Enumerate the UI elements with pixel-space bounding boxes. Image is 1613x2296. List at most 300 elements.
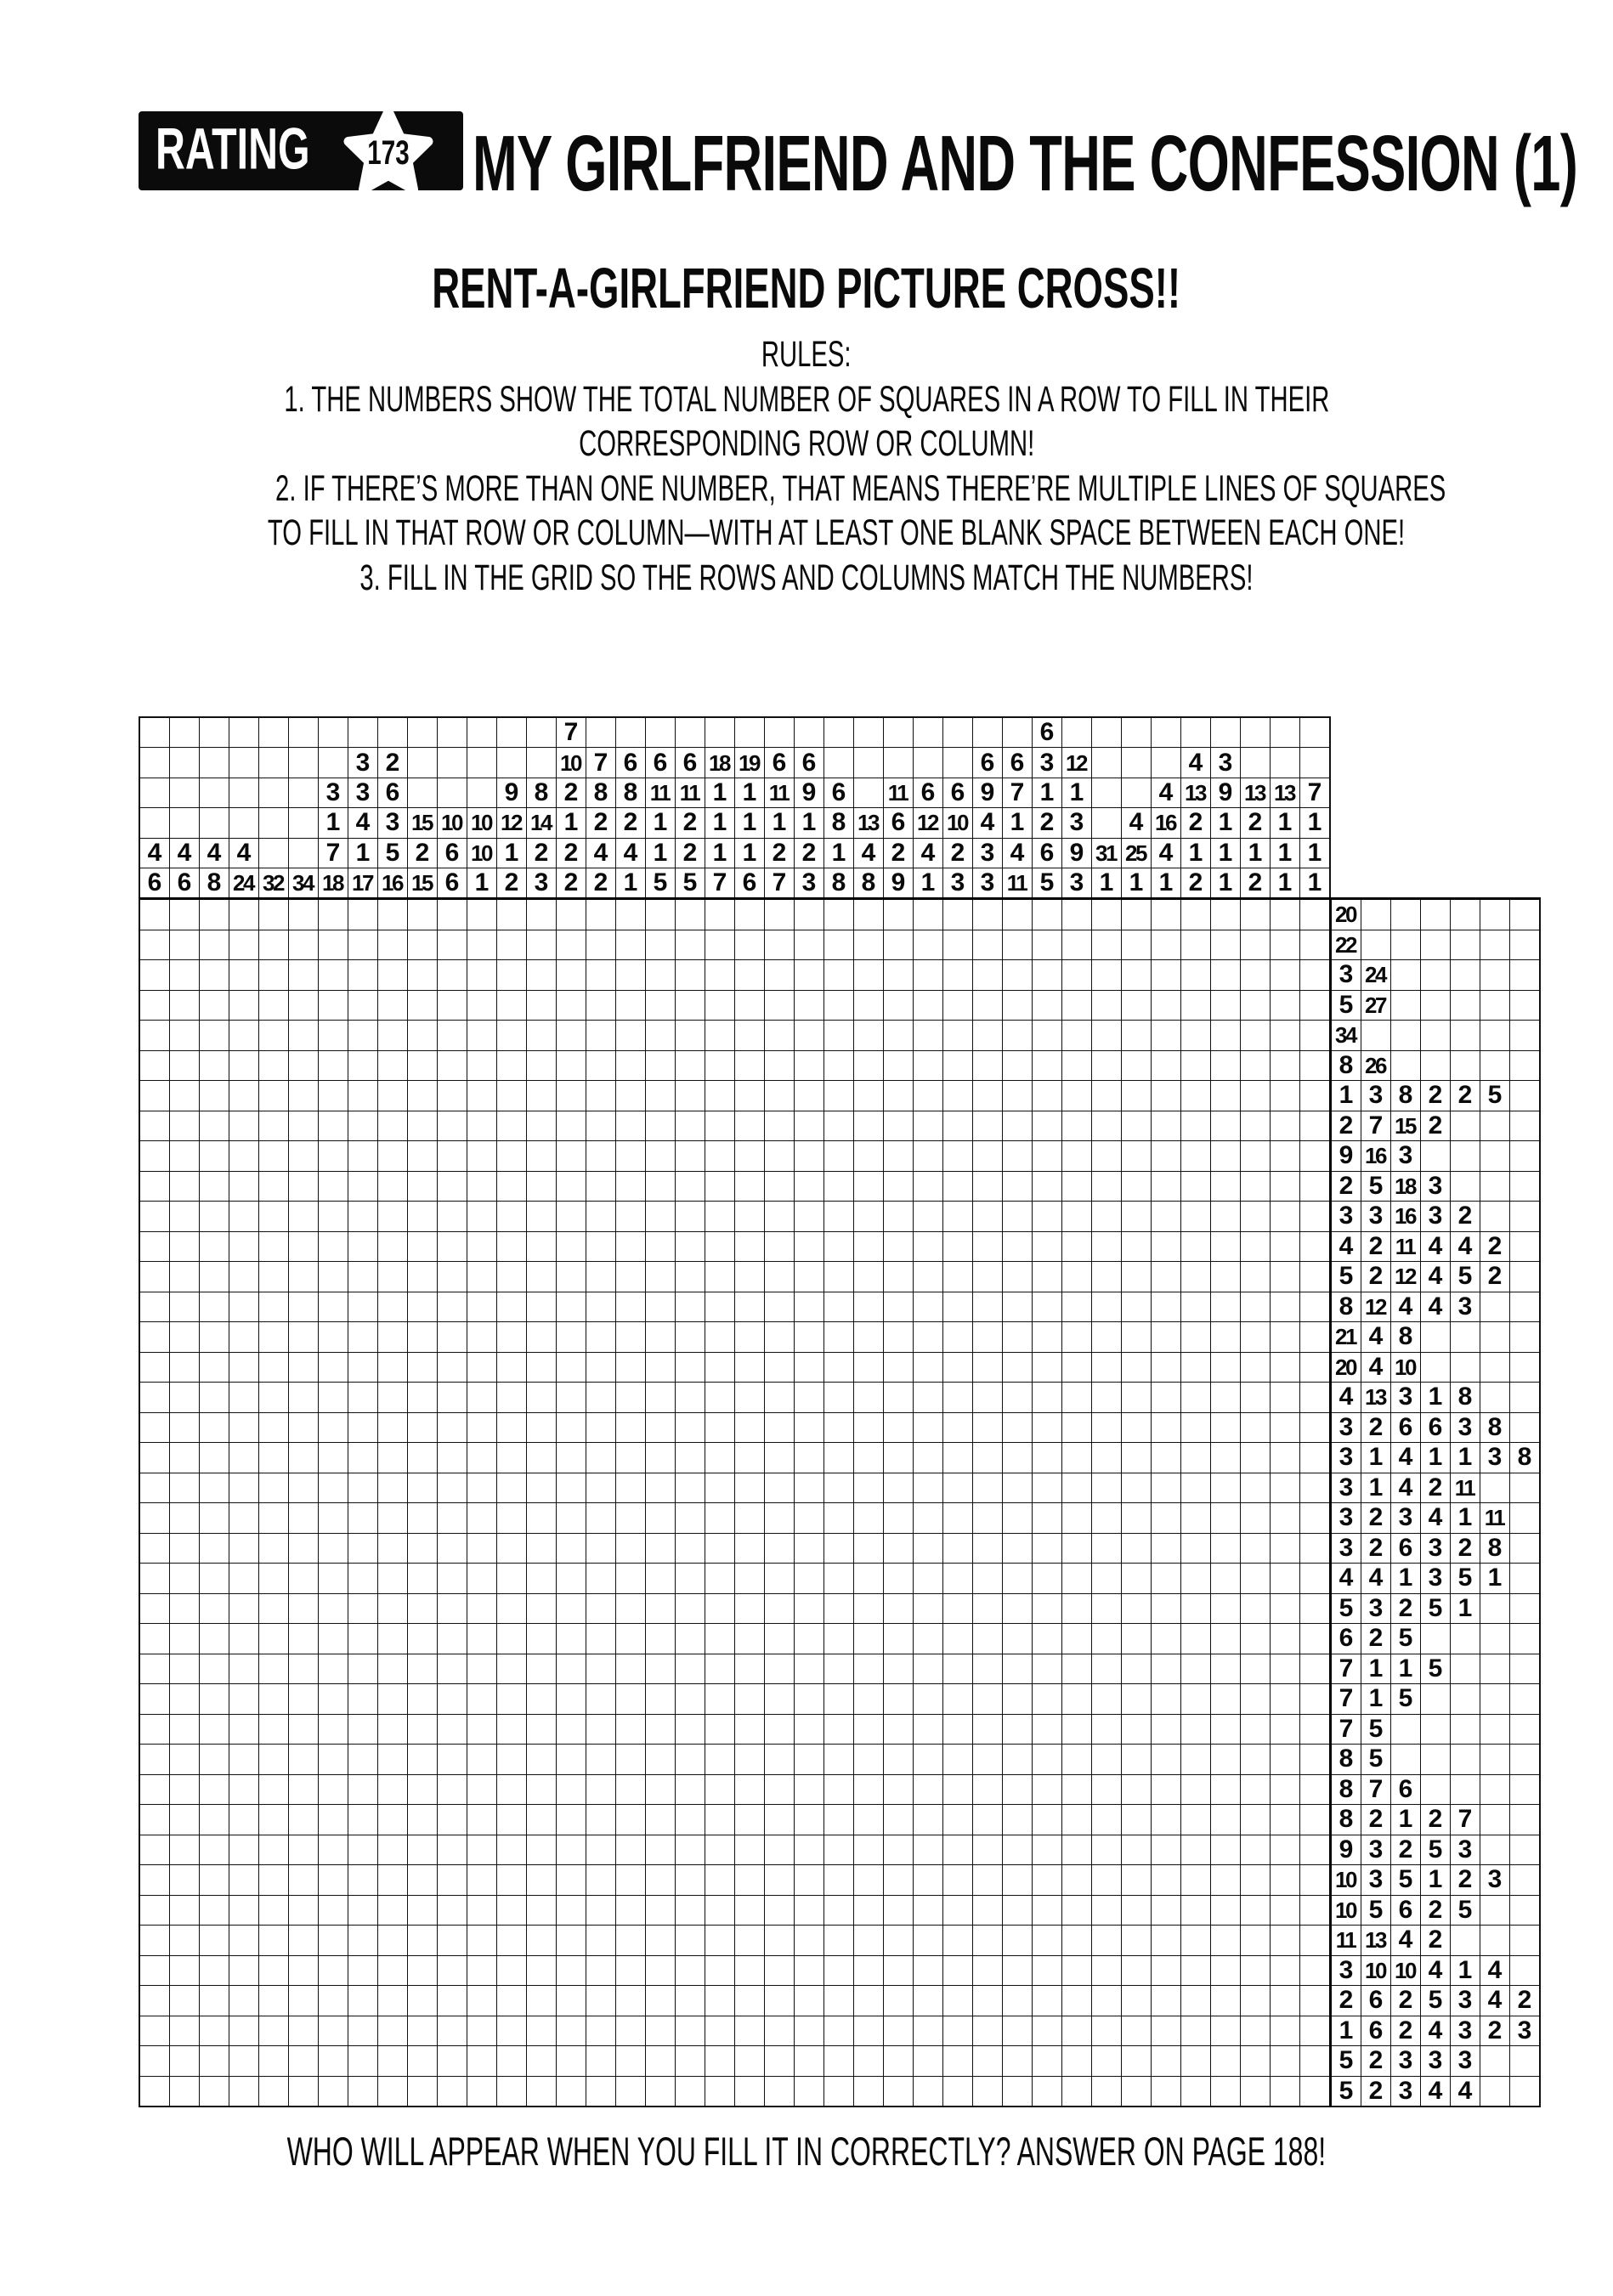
- grid-cell[interactable]: [497, 1805, 526, 1835]
- grid-cell[interactable]: [765, 2077, 794, 2107]
- grid-cell[interactable]: [527, 1232, 556, 1262]
- grid-cell[interactable]: [1271, 1473, 1299, 1503]
- grid-cell[interactable]: [1271, 1926, 1299, 1955]
- grid-cell[interactable]: [973, 1986, 1002, 2016]
- grid-cell[interactable]: [765, 1594, 794, 1624]
- grid-cell[interactable]: [1181, 1202, 1210, 1231]
- grid-cell[interactable]: [973, 1835, 1002, 1865]
- grid-cell[interactable]: [259, 1775, 288, 1805]
- grid-cell[interactable]: [1033, 1353, 1061, 1383]
- grid-cell[interactable]: [824, 1835, 853, 1865]
- grid-cell[interactable]: [735, 960, 764, 990]
- grid-cell[interactable]: [378, 1413, 407, 1443]
- grid-cell[interactable]: [1211, 1775, 1240, 1805]
- grid-cell[interactable]: [586, 2077, 615, 2107]
- grid-cell[interactable]: [1092, 1202, 1121, 1231]
- grid-cell[interactable]: [1152, 1292, 1180, 1322]
- grid-cell[interactable]: [438, 1141, 467, 1171]
- grid-cell[interactable]: [705, 1534, 734, 1564]
- grid-cell[interactable]: [1152, 1413, 1180, 1443]
- grid-cell[interactable]: [1241, 1172, 1270, 1202]
- grid-cell[interactable]: [854, 1986, 883, 2016]
- grid-cell[interactable]: [705, 1413, 734, 1443]
- grid-cell[interactable]: [1300, 1383, 1329, 1412]
- grid-cell[interactable]: [884, 1835, 913, 1865]
- grid-cell[interactable]: [735, 1775, 764, 1805]
- grid-cell[interactable]: [1033, 900, 1061, 930]
- grid-cell[interactable]: [884, 1111, 913, 1141]
- grid-cell[interactable]: [200, 1715, 229, 1745]
- grid-cell[interactable]: [1300, 1594, 1329, 1624]
- grid-cell[interactable]: [646, 1322, 675, 1352]
- grid-cell[interactable]: [1181, 900, 1210, 930]
- grid-cell[interactable]: [586, 1413, 615, 1443]
- grid-cell[interactable]: [914, 1262, 942, 1292]
- grid-cell[interactable]: [646, 1594, 675, 1624]
- grid-cell[interactable]: [289, 1383, 318, 1412]
- grid-cell[interactable]: [289, 1262, 318, 1292]
- grid-cell[interactable]: [1003, 1805, 1032, 1835]
- grid-cell[interactable]: [348, 1322, 377, 1352]
- grid-cell[interactable]: [467, 2046, 496, 2076]
- grid-cell[interactable]: [646, 1503, 675, 1533]
- grid-cell[interactable]: [348, 1172, 377, 1202]
- grid-cell[interactable]: [408, 1443, 437, 1473]
- grid-cell[interactable]: [1271, 1745, 1299, 1774]
- grid-cell[interactable]: [824, 1262, 853, 1292]
- grid-cell[interactable]: [1152, 1051, 1180, 1081]
- grid-cell[interactable]: [824, 1202, 853, 1231]
- grid-cell[interactable]: [765, 1443, 794, 1473]
- grid-cell[interactable]: [1033, 1232, 1061, 1262]
- grid-cell[interactable]: [646, 1353, 675, 1383]
- grid-cell[interactable]: [348, 1986, 377, 2016]
- grid-cell[interactable]: [1181, 1021, 1210, 1050]
- grid-cell[interactable]: [378, 900, 407, 930]
- grid-cell[interactable]: [676, 1745, 705, 1774]
- grid-cell[interactable]: [646, 1051, 675, 1081]
- grid-cell[interactable]: [289, 1503, 318, 1533]
- grid-cell[interactable]: [1181, 1835, 1210, 1865]
- grid-cell[interactable]: [824, 1956, 853, 1986]
- grid-cell[interactable]: [1211, 1111, 1240, 1141]
- grid-cell[interactable]: [229, 1443, 258, 1473]
- grid-cell[interactable]: [1062, 1986, 1091, 2016]
- grid-cell[interactable]: [676, 960, 705, 990]
- grid-cell[interactable]: [854, 1534, 883, 1564]
- grid-cell[interactable]: [319, 1775, 348, 1805]
- grid-cell[interactable]: [170, 2046, 199, 2076]
- grid-cell[interactable]: [170, 1715, 199, 1745]
- grid-cell[interactable]: [795, 1232, 823, 1262]
- grid-cell[interactable]: [646, 1865, 675, 1895]
- grid-cell[interactable]: [1181, 960, 1210, 990]
- grid-cell[interactable]: [467, 900, 496, 930]
- grid-cell[interactable]: [467, 960, 496, 990]
- grid-cell[interactable]: [705, 1081, 734, 1111]
- grid-cell[interactable]: [140, 1865, 169, 1895]
- grid-cell[interactable]: [1300, 1775, 1329, 1805]
- grid-cell[interactable]: [1092, 1805, 1121, 1835]
- grid-cell[interactable]: [289, 1896, 318, 1926]
- grid-cell[interactable]: [319, 1865, 348, 1895]
- grid-cell[interactable]: [229, 960, 258, 990]
- grid-cell[interactable]: [527, 1594, 556, 1624]
- grid-cell[interactable]: [943, 1232, 972, 1262]
- grid-cell[interactable]: [705, 1232, 734, 1262]
- grid-cell[interactable]: [943, 1896, 972, 1926]
- grid-cell[interactable]: [854, 1051, 883, 1081]
- grid-cell[interactable]: [914, 1503, 942, 1533]
- grid-cell[interactable]: [229, 1564, 258, 1593]
- grid-cell[interactable]: [557, 1534, 586, 1564]
- grid-cell[interactable]: [795, 1896, 823, 1926]
- grid-cell[interactable]: [497, 1534, 526, 1564]
- grid-cell[interactable]: [497, 1081, 526, 1111]
- grid-cell[interactable]: [943, 1202, 972, 1231]
- grid-cell[interactable]: [1092, 1141, 1121, 1171]
- grid-cell[interactable]: [914, 1835, 942, 1865]
- grid-cell[interactable]: [884, 1775, 913, 1805]
- grid-cell[interactable]: [616, 1443, 645, 1473]
- grid-cell[interactable]: [467, 2077, 496, 2107]
- grid-cell[interactable]: [438, 1443, 467, 1473]
- grid-cell[interactable]: [914, 1383, 942, 1412]
- grid-cell[interactable]: [140, 1322, 169, 1352]
- grid-cell[interactable]: [676, 1805, 705, 1835]
- grid-cell[interactable]: [319, 1624, 348, 1654]
- grid-cell[interactable]: [705, 1805, 734, 1835]
- grid-cell[interactable]: [408, 1956, 437, 1986]
- grid-cell[interactable]: [1181, 1564, 1210, 1593]
- grid-cell[interactable]: [616, 1956, 645, 1986]
- grid-cell[interactable]: [527, 900, 556, 930]
- grid-cell[interactable]: [200, 1594, 229, 1624]
- grid-cell[interactable]: [1211, 991, 1240, 1021]
- grid-cell[interactable]: [1033, 1835, 1061, 1865]
- grid-cell[interactable]: [200, 1021, 229, 1050]
- grid-cell[interactable]: [467, 1654, 496, 1684]
- grid-cell[interactable]: [765, 1021, 794, 1050]
- grid-cell[interactable]: [1033, 2077, 1061, 2107]
- grid-cell[interactable]: [289, 960, 318, 990]
- grid-cell[interactable]: [527, 991, 556, 1021]
- grid-cell[interactable]: [1152, 1775, 1180, 1805]
- grid-cell[interactable]: [497, 2016, 526, 2046]
- grid-cell[interactable]: [765, 1262, 794, 1292]
- grid-cell[interactable]: [259, 1986, 288, 2016]
- grid-cell[interactable]: [497, 1654, 526, 1684]
- grid-cell[interactable]: [229, 1202, 258, 1231]
- grid-cell[interactable]: [140, 1956, 169, 1986]
- grid-cell[interactable]: [229, 1715, 258, 1745]
- grid-cell[interactable]: [824, 1383, 853, 1412]
- grid-cell[interactable]: [616, 1172, 645, 1202]
- grid-cell[interactable]: [140, 1503, 169, 1533]
- grid-cell[interactable]: [1300, 1684, 1329, 1714]
- grid-cell[interactable]: [735, 1021, 764, 1050]
- grid-cell[interactable]: [1152, 991, 1180, 1021]
- grid-cell[interactable]: [408, 1322, 437, 1352]
- grid-cell[interactable]: [1271, 1896, 1299, 1926]
- grid-cell[interactable]: [1181, 1383, 1210, 1412]
- grid-cell[interactable]: [229, 1172, 258, 1202]
- grid-cell[interactable]: [378, 1926, 407, 1955]
- grid-cell[interactable]: [1271, 1775, 1299, 1805]
- grid-cell[interactable]: [943, 1835, 972, 1865]
- grid-cell[interactable]: [438, 1865, 467, 1895]
- grid-cell[interactable]: [1152, 960, 1180, 990]
- grid-cell[interactable]: [170, 1926, 199, 1955]
- grid-cell[interactable]: [408, 1413, 437, 1443]
- grid-cell[interactable]: [378, 1956, 407, 1986]
- grid-cell[interactable]: [408, 1503, 437, 1533]
- grid-cell[interactable]: [676, 1172, 705, 1202]
- grid-cell[interactable]: [943, 1684, 972, 1714]
- grid-cell[interactable]: [289, 1624, 318, 1654]
- grid-cell[interactable]: [259, 960, 288, 990]
- grid-cell[interactable]: [467, 1111, 496, 1141]
- grid-cell[interactable]: [170, 1534, 199, 1564]
- grid-cell[interactable]: [557, 1594, 586, 1624]
- grid-cell[interactable]: [408, 1051, 437, 1081]
- grid-cell[interactable]: [1300, 1715, 1329, 1745]
- grid-cell[interactable]: [616, 2016, 645, 2046]
- grid-cell[interactable]: [259, 1865, 288, 1895]
- grid-cell[interactable]: [914, 1443, 942, 1473]
- grid-cell[interactable]: [1122, 1715, 1151, 1745]
- grid-cell[interactable]: [1241, 930, 1270, 960]
- grid-cell[interactable]: [735, 2016, 764, 2046]
- grid-cell[interactable]: [1152, 1594, 1180, 1624]
- grid-cell[interactable]: [557, 900, 586, 930]
- grid-cell[interactable]: [1271, 960, 1299, 990]
- grid-cell[interactable]: [497, 1594, 526, 1624]
- grid-cell[interactable]: [586, 1775, 615, 1805]
- grid-cell[interactable]: [229, 1262, 258, 1292]
- grid-cell[interactable]: [259, 1896, 288, 1926]
- grid-cell[interactable]: [229, 900, 258, 930]
- grid-cell[interactable]: [1122, 960, 1151, 990]
- grid-cell[interactable]: [735, 2046, 764, 2076]
- grid-cell[interactable]: [348, 1141, 377, 1171]
- grid-cell[interactable]: [378, 1805, 407, 1835]
- grid-cell[interactable]: [467, 930, 496, 960]
- grid-cell[interactable]: [200, 991, 229, 1021]
- grid-cell[interactable]: [646, 1292, 675, 1322]
- grid-cell[interactable]: [586, 1141, 615, 1171]
- grid-cell[interactable]: [467, 1564, 496, 1593]
- grid-cell[interactable]: [170, 960, 199, 990]
- grid-cell[interactable]: [1152, 1865, 1180, 1895]
- grid-cell[interactable]: [200, 960, 229, 990]
- grid-cell[interactable]: [914, 1564, 942, 1593]
- grid-cell[interactable]: [319, 1172, 348, 1202]
- grid-cell[interactable]: [1211, 1654, 1240, 1684]
- grid-cell[interactable]: [616, 1594, 645, 1624]
- grid-cell[interactable]: [586, 1051, 615, 1081]
- grid-cell[interactable]: [408, 1594, 437, 1624]
- grid-cell[interactable]: [348, 1805, 377, 1835]
- grid-cell[interactable]: [586, 960, 615, 990]
- grid-cell[interactable]: [1241, 1956, 1270, 1986]
- grid-cell[interactable]: [1033, 1775, 1061, 1805]
- grid-cell[interactable]: [200, 1353, 229, 1383]
- grid-cell[interactable]: [140, 1051, 169, 1081]
- grid-cell[interactable]: [1062, 1805, 1091, 1835]
- grid-cell[interactable]: [735, 930, 764, 960]
- grid-cell[interactable]: [1062, 1232, 1091, 1262]
- grid-cell[interactable]: [438, 2046, 467, 2076]
- grid-cell[interactable]: [289, 1835, 318, 1865]
- grid-cell[interactable]: [1300, 1443, 1329, 1473]
- grid-cell[interactable]: [259, 1051, 288, 1081]
- grid-cell[interactable]: [1122, 1473, 1151, 1503]
- grid-cell[interactable]: [319, 1503, 348, 1533]
- grid-cell[interactable]: [348, 1262, 377, 1292]
- grid-cell[interactable]: [646, 1232, 675, 1262]
- grid-cell[interactable]: [319, 1141, 348, 1171]
- grid-cell[interactable]: [1181, 1534, 1210, 1564]
- grid-cell[interactable]: [1241, 1473, 1270, 1503]
- grid-cell[interactable]: [1271, 1805, 1299, 1835]
- grid-cell[interactable]: [348, 1896, 377, 1926]
- grid-cell[interactable]: [943, 1383, 972, 1412]
- grid-cell[interactable]: [259, 1202, 288, 1231]
- grid-cell[interactable]: [973, 1684, 1002, 1714]
- grid-cell[interactable]: [1122, 2016, 1151, 2046]
- grid-cell[interactable]: [378, 1021, 407, 1050]
- grid-cell[interactable]: [676, 1956, 705, 1986]
- grid-cell[interactable]: [854, 1292, 883, 1322]
- grid-cell[interactable]: [586, 1745, 615, 1774]
- grid-cell[interactable]: [1003, 900, 1032, 930]
- grid-cell[interactable]: [497, 1051, 526, 1081]
- grid-cell[interactable]: [140, 1654, 169, 1684]
- grid-cell[interactable]: [1092, 1503, 1121, 1533]
- grid-cell[interactable]: [616, 2077, 645, 2107]
- grid-cell[interactable]: [348, 960, 377, 990]
- grid-cell[interactable]: [200, 1322, 229, 1352]
- grid-cell[interactable]: [200, 1172, 229, 1202]
- grid-cell[interactable]: [289, 1654, 318, 1684]
- grid-cell[interactable]: [705, 1473, 734, 1503]
- grid-cell[interactable]: [527, 1564, 556, 1593]
- grid-cell[interactable]: [1211, 1202, 1240, 1231]
- grid-cell[interactable]: [705, 1141, 734, 1171]
- grid-cell[interactable]: [1211, 2046, 1240, 2076]
- grid-cell[interactable]: [497, 1865, 526, 1895]
- grid-cell[interactable]: [1211, 1262, 1240, 1292]
- grid-cell[interactable]: [824, 1684, 853, 1714]
- grid-cell[interactable]: [348, 1383, 377, 1412]
- grid-cell[interactable]: [1003, 1081, 1032, 1111]
- grid-cell[interactable]: [1300, 1564, 1329, 1593]
- grid-cell[interactable]: [200, 1111, 229, 1141]
- grid-cell[interactable]: [1003, 1051, 1032, 1081]
- grid-cell[interactable]: [1062, 1322, 1091, 1352]
- grid-cell[interactable]: [1122, 930, 1151, 960]
- grid-cell[interactable]: [527, 2046, 556, 2076]
- grid-cell[interactable]: [884, 930, 913, 960]
- grid-cell[interactable]: [973, 900, 1002, 930]
- grid-cell[interactable]: [586, 1202, 615, 1231]
- grid-cell[interactable]: [646, 1624, 675, 1654]
- grid-cell[interactable]: [557, 1684, 586, 1714]
- grid-cell[interactable]: [973, 960, 1002, 990]
- grid-cell[interactable]: [170, 1383, 199, 1412]
- grid-cell[interactable]: [1152, 1443, 1180, 1473]
- grid-cell[interactable]: [1300, 900, 1329, 930]
- grid-cell[interactable]: [884, 1443, 913, 1473]
- grid-cell[interactable]: [943, 1745, 972, 1774]
- grid-cell[interactable]: [735, 1202, 764, 1231]
- grid-cell[interactable]: [1062, 900, 1091, 930]
- grid-cell[interactable]: [1003, 1654, 1032, 1684]
- grid-cell[interactable]: [170, 1624, 199, 1654]
- grid-cell[interactable]: [884, 1021, 913, 1050]
- grid-cell[interactable]: [973, 2016, 1002, 2046]
- grid-cell[interactable]: [289, 1745, 318, 1774]
- grid-cell[interactable]: [557, 1141, 586, 1171]
- grid-cell[interactable]: [438, 1292, 467, 1322]
- grid-cell[interactable]: [438, 1534, 467, 1564]
- grid-cell[interactable]: [884, 1745, 913, 1774]
- grid-cell[interactable]: [705, 1503, 734, 1533]
- grid-cell[interactable]: [200, 1564, 229, 1593]
- grid-cell[interactable]: [229, 1141, 258, 1171]
- grid-cell[interactable]: [467, 1503, 496, 1533]
- grid-cell[interactable]: [824, 2046, 853, 2076]
- grid-cell[interactable]: [378, 1564, 407, 1593]
- grid-cell[interactable]: [378, 1141, 407, 1171]
- grid-cell[interactable]: [884, 1624, 913, 1654]
- grid-cell[interactable]: [646, 1956, 675, 1986]
- grid-cell[interactable]: [1092, 991, 1121, 1021]
- grid-cell[interactable]: [1033, 1986, 1061, 2016]
- grid-cell[interactable]: [378, 1292, 407, 1322]
- grid-cell[interactable]: [1152, 1564, 1180, 1593]
- grid-cell[interactable]: [140, 1805, 169, 1835]
- grid-cell[interactable]: [616, 1262, 645, 1292]
- grid-cell[interactable]: [140, 1896, 169, 1926]
- grid-cell[interactable]: [1271, 1986, 1299, 2016]
- grid-cell[interactable]: [854, 1111, 883, 1141]
- grid-cell[interactable]: [1062, 1745, 1091, 1774]
- grid-cell[interactable]: [467, 1684, 496, 1714]
- grid-cell[interactable]: [1062, 1564, 1091, 1593]
- grid-cell[interactable]: [1271, 1715, 1299, 1745]
- grid-cell[interactable]: [765, 1986, 794, 2016]
- grid-cell[interactable]: [1092, 1986, 1121, 2016]
- grid-cell[interactable]: [1003, 1021, 1032, 1050]
- grid-cell[interactable]: [1211, 1473, 1240, 1503]
- grid-cell[interactable]: [1003, 1443, 1032, 1473]
- grid-cell[interactable]: [676, 1111, 705, 1141]
- grid-cell[interactable]: [586, 1292, 615, 1322]
- grid-cell[interactable]: [348, 2016, 377, 2046]
- grid-cell[interactable]: [140, 1684, 169, 1714]
- grid-cell[interactable]: [884, 1292, 913, 1322]
- grid-cell[interactable]: [289, 1594, 318, 1624]
- grid-cell[interactable]: [1211, 2016, 1240, 2046]
- grid-cell[interactable]: [1152, 930, 1180, 960]
- grid-cell[interactable]: [527, 1202, 556, 1231]
- grid-cell[interactable]: [527, 1172, 556, 1202]
- grid-cell[interactable]: [943, 930, 972, 960]
- grid-cell[interactable]: [200, 1896, 229, 1926]
- grid-cell[interactable]: [467, 1383, 496, 1412]
